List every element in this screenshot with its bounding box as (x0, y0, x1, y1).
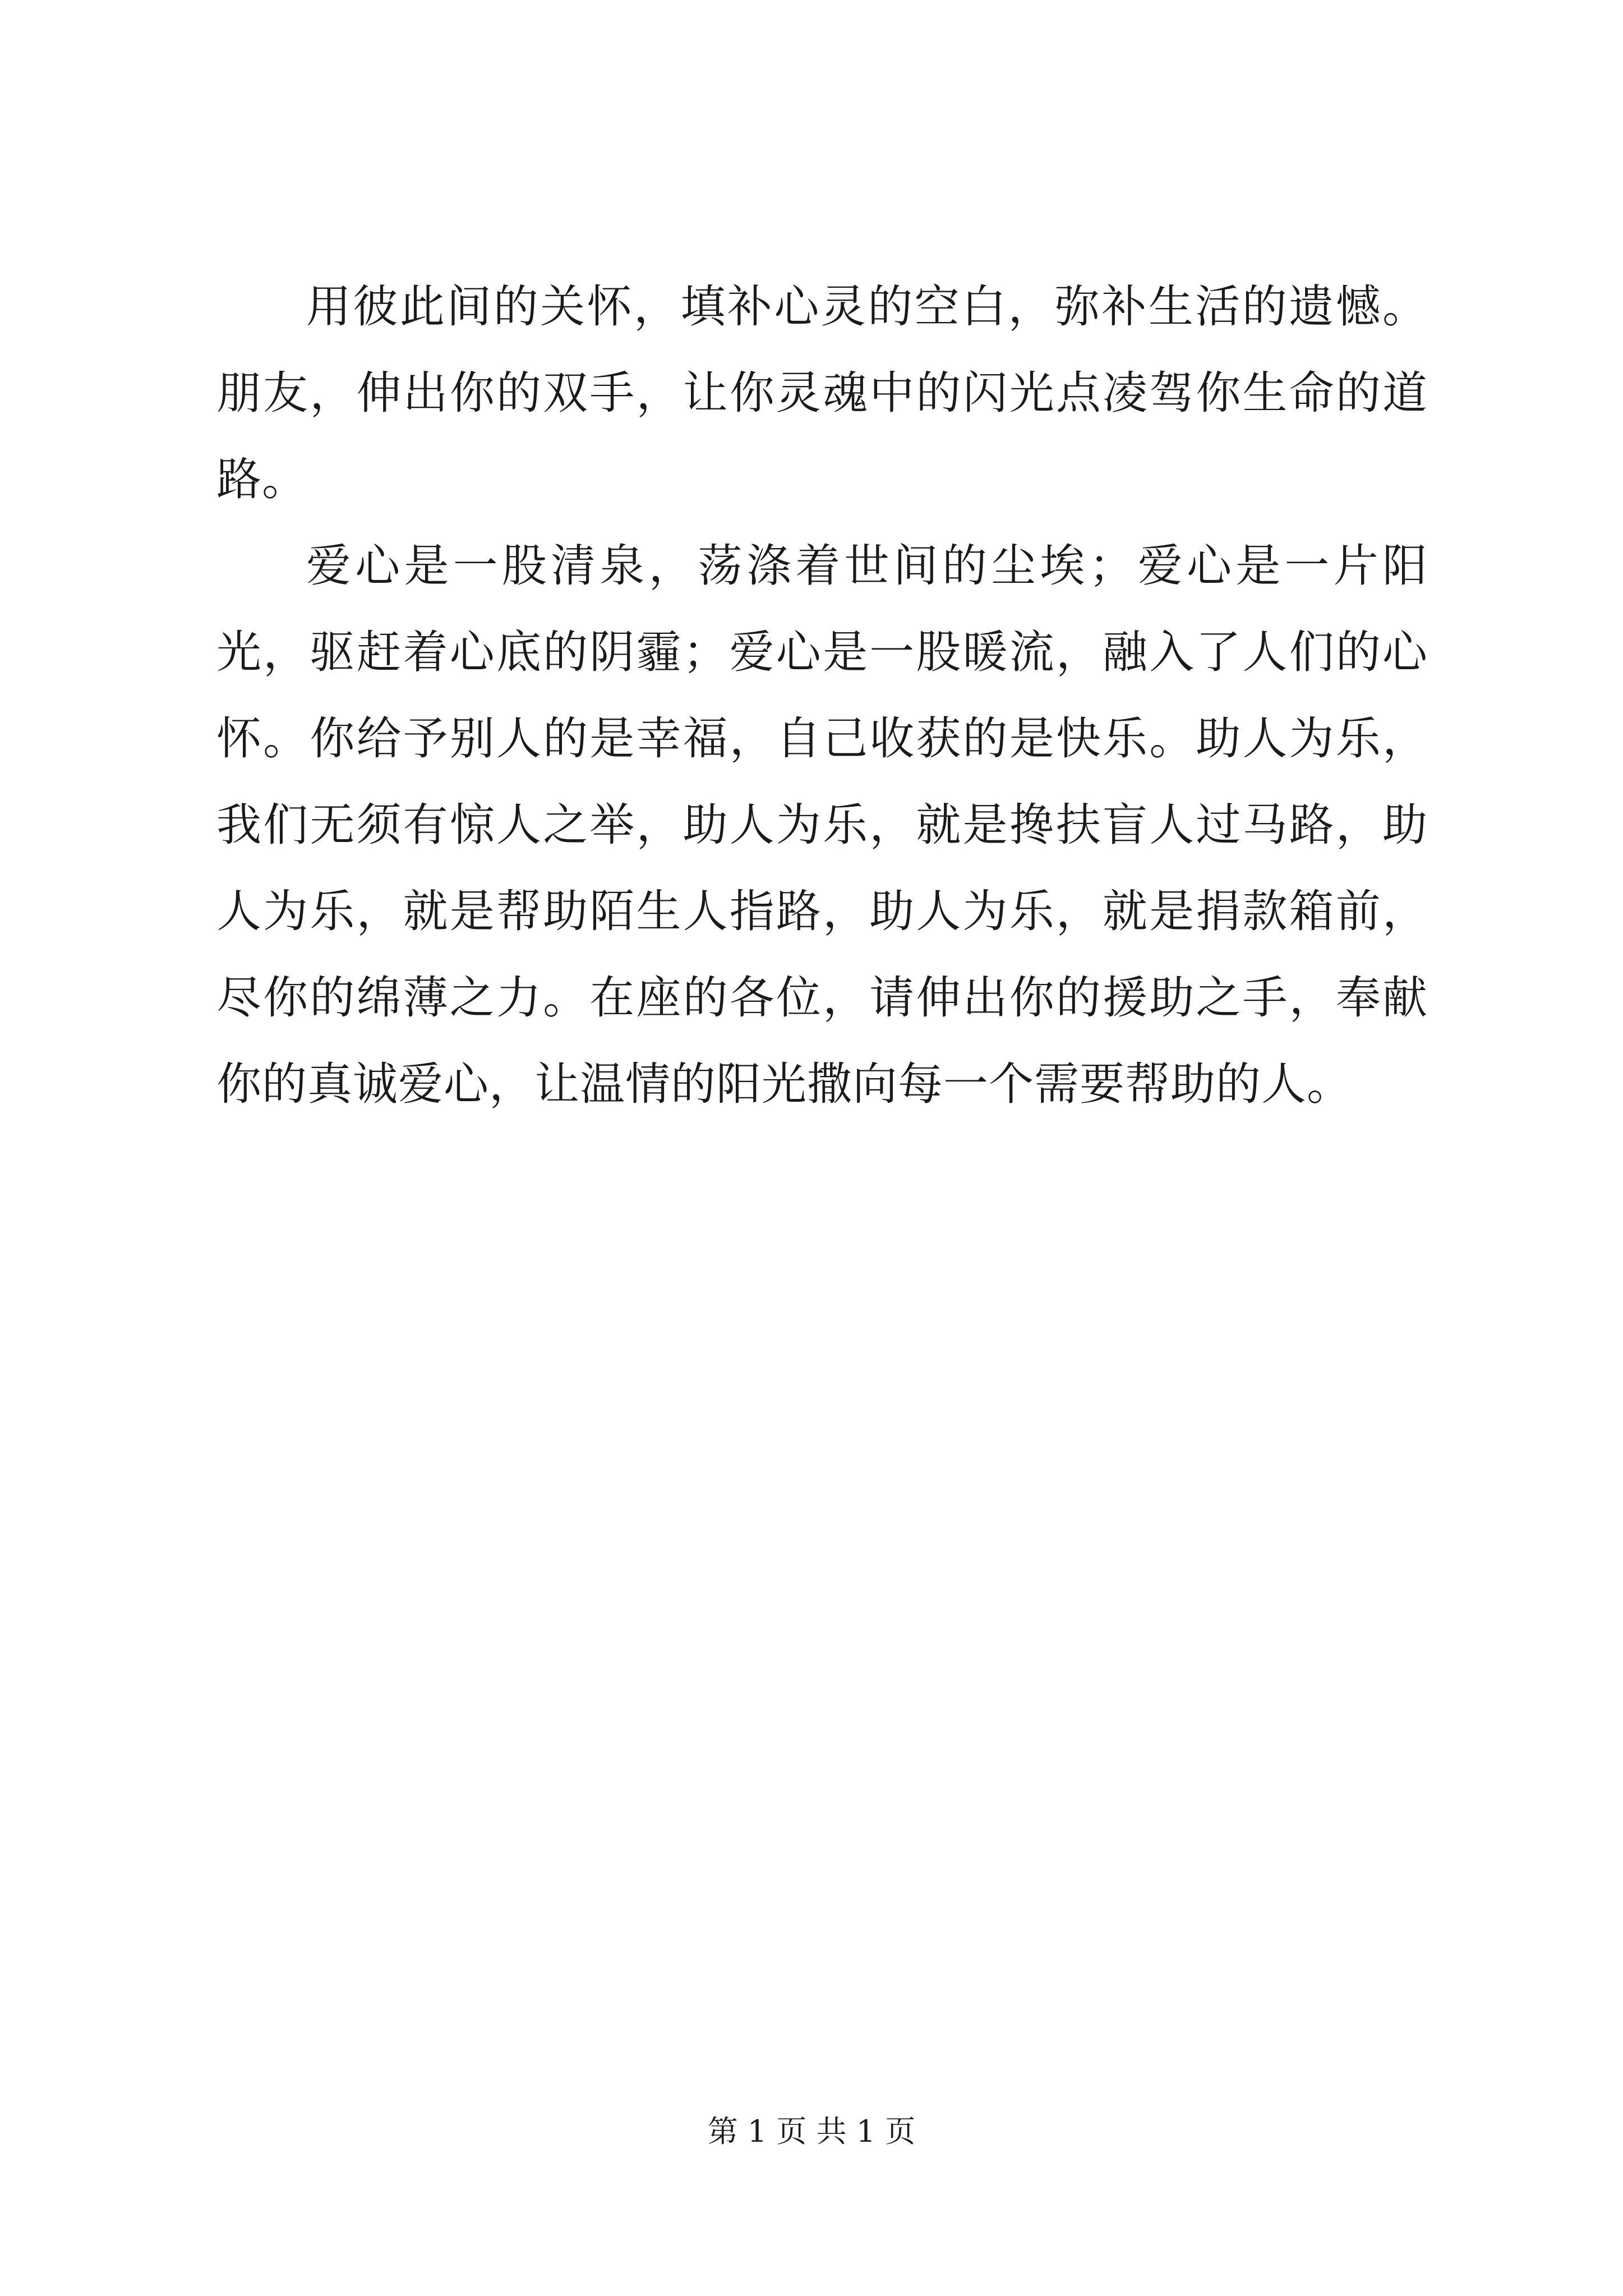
page-footer: 第 1 页 共 1 页 (707, 2114, 916, 2149)
paragraph-2: 爱心是一股清泉，荡涤着世间的尘埃；爱心是一片阳光，驱赶着心底的阴霾；爱心是一股暖流，融入了人们的心怀。你给予别人的是幸福，自己收获的是快乐。助人为乐，我们无须有惊人之举，助人为乐，就是搀扶盲人过马路，助人为乐，就是帮助陌生人指路，助人为乐，就是捐款箱前，尽你的绵薄之力。在座的各位，请伸出你的援助之手，奉献你的真诚爱心，让温情的阳光撒向每一个需要帮助的人。 (216, 540, 1428, 1110)
paragraph-1: 用彼此间的关怀，填补心灵的空白，弥补生活的遗憾。朋友，伸出你的双手，让你灵魂中的闪光点凌驾你生命的道路。 (216, 280, 1428, 505)
document-body (216, 264, 1428, 1128)
